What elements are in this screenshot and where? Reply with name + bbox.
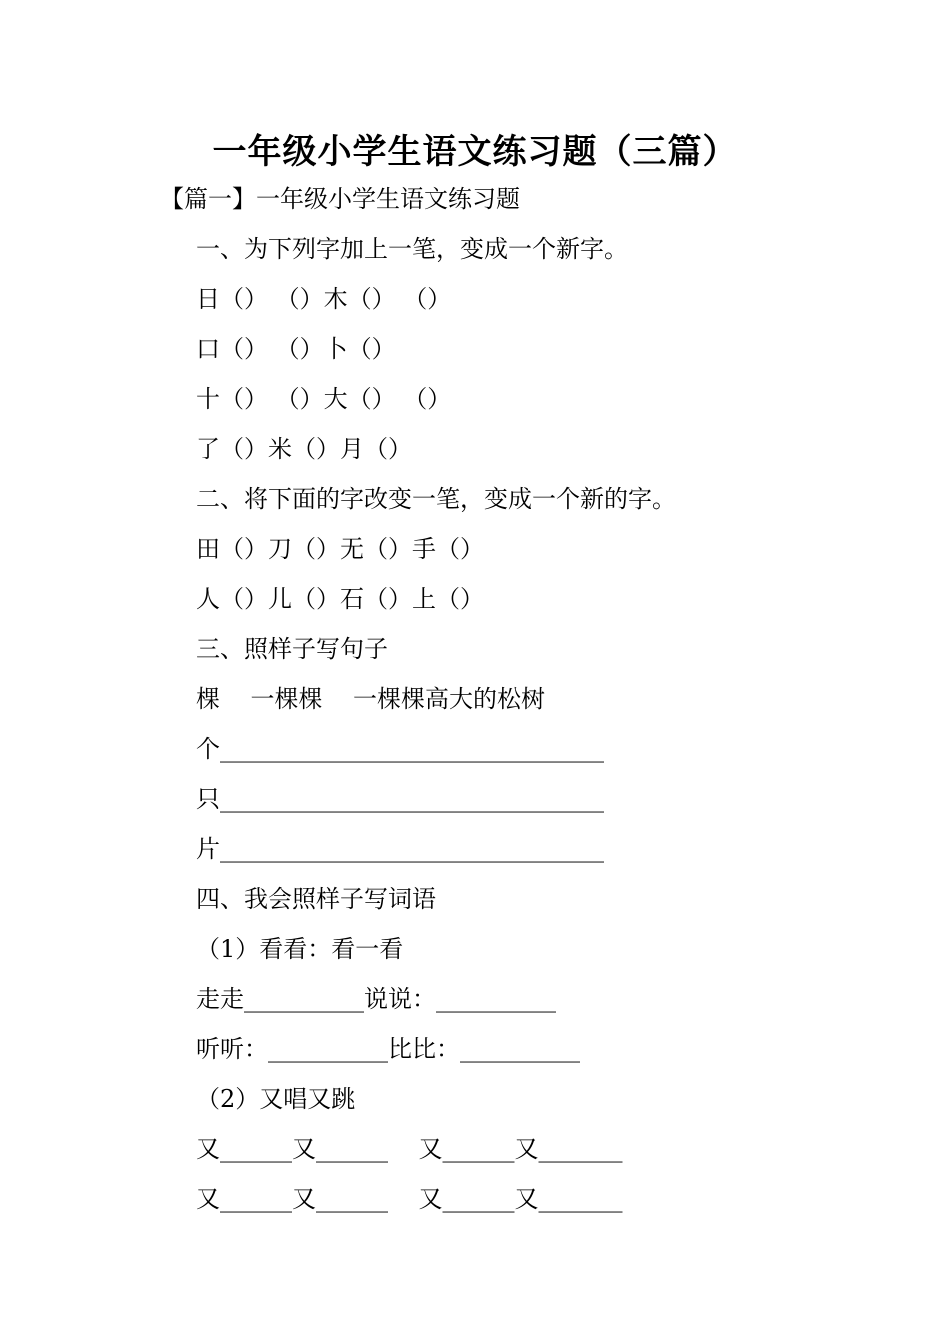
fill-blank-line: 片________________________________	[196, 835, 604, 863]
example-line: 棵 一棵棵 一棵棵高大的松树	[196, 685, 546, 713]
fill-blank-line: 个________________________________	[196, 735, 604, 763]
exercise-line: 口（） （）卜（）	[196, 335, 396, 363]
section-heading: 【篇一】一年级小学生语文练习题	[160, 185, 520, 213]
fill-blank-line: 又______又______ 又______又_______	[196, 1135, 623, 1163]
exercise-line: 十（） （）大（） （）	[196, 385, 452, 413]
question-2-heading: 二、将下面的字改变一笔，变成一个新的字。	[196, 485, 676, 513]
question-1-heading: 一、为下列字加上一笔，变成一个新字。	[196, 235, 628, 263]
question-4-heading: 四、我会照样子写词语	[196, 885, 436, 913]
fill-blank-line: 只________________________________	[196, 785, 604, 813]
exercise-line: 人（）儿（）石（）上（）	[196, 585, 484, 613]
exercise-line: 日（） （）木（） （）	[196, 285, 452, 313]
exercise-line: 田（）刀（）无（）手（）	[196, 535, 484, 563]
question-3-heading: 三、照样子写句子	[196, 635, 388, 663]
fill-blank-line: 听听：__________比比：__________	[196, 1035, 580, 1063]
document-title: 一年级小学生语文练习题（三篇）	[212, 132, 738, 172]
exercise-line: 了（）米（）月（）	[196, 435, 412, 463]
sub-question-heading: （2）又唱又跳	[196, 1085, 356, 1113]
fill-blank-line: 走走__________说说：__________	[196, 985, 556, 1013]
sub-question-heading: （1）看看：看一看	[196, 935, 404, 963]
fill-blank-line: 又______又______ 又______又_______	[196, 1185, 623, 1213]
